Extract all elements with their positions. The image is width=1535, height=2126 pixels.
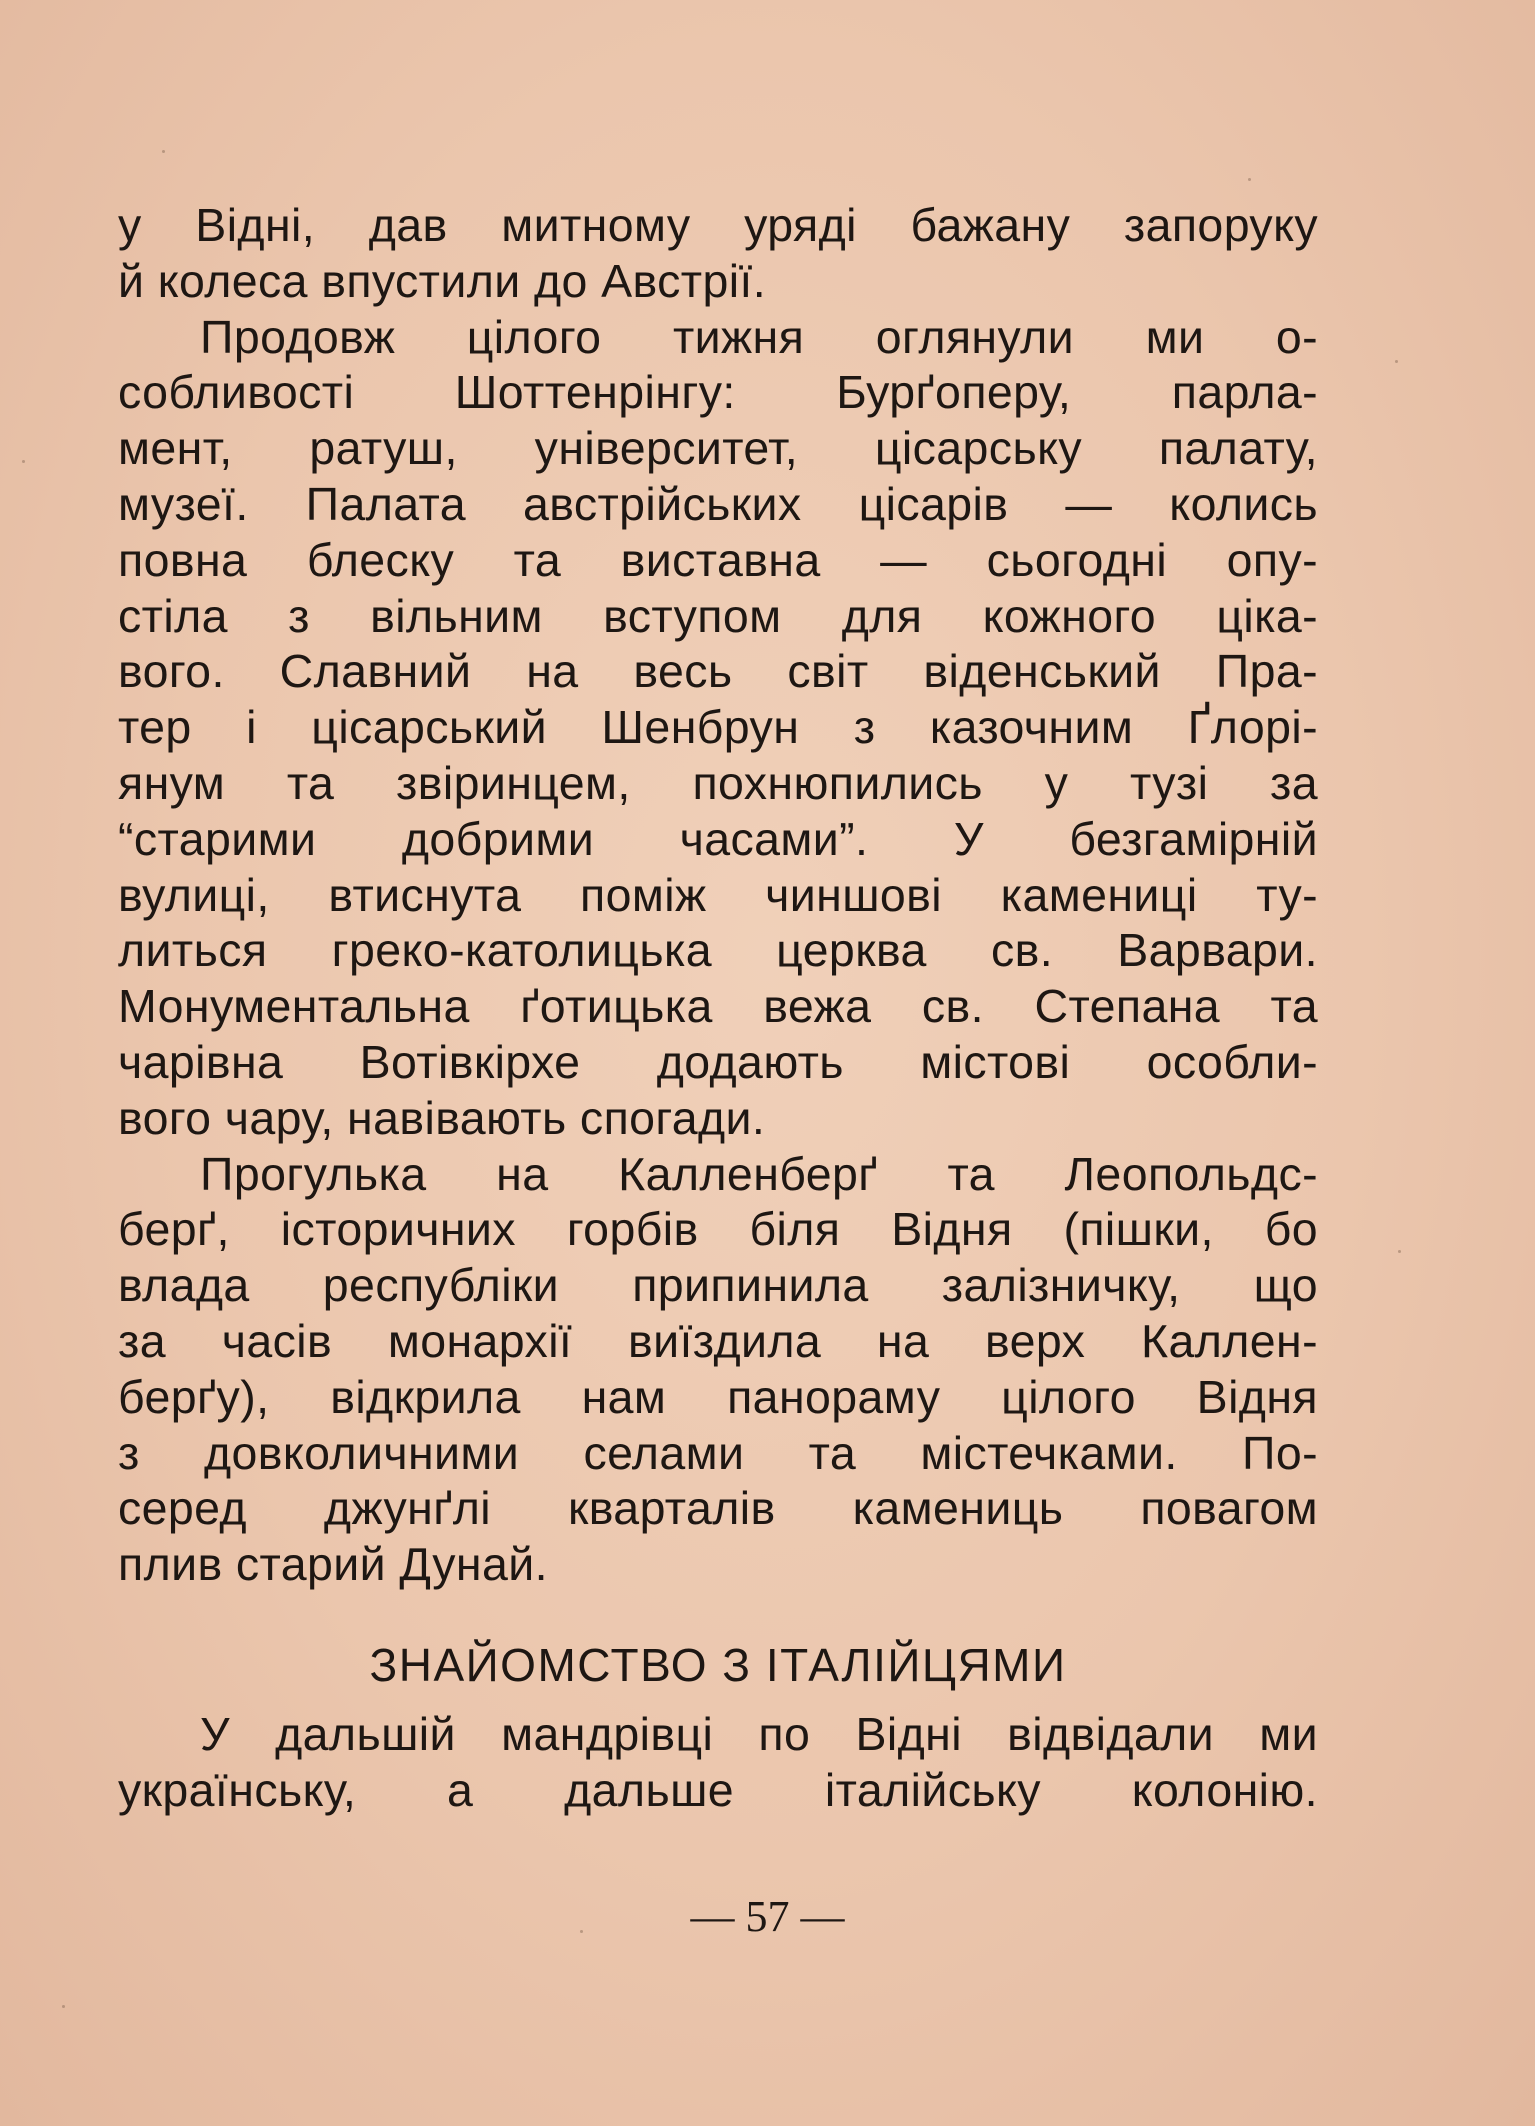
text-line: влада республіки припинила залізничку, що: [118, 1259, 1318, 1312]
text-line: берґу), відкрила нам панораму цілого Відня: [118, 1370, 1318, 1423]
text-line: собливості Шоттенрінгу: Бурґоперу, парла-: [118, 366, 1318, 419]
paper-speck: [62, 2005, 65, 2008]
text-line: плив старий Дунай.: [118, 1538, 548, 1591]
text-line: Продовж цілого тижня оглянули ми о-: [200, 310, 1318, 363]
text-line: тер і цісарський Шенбрун з казочним Ґлорі-: [118, 701, 1318, 754]
section-text: [118, 1707, 1318, 1819]
paper-speck: [162, 150, 165, 153]
body-text: [118, 198, 1318, 1593]
text-line: за часів монархії виїздила на верх Каллен-: [118, 1314, 1318, 1367]
text-line: Прогулька на Калленберґ та Леопольдс-: [200, 1147, 1318, 1200]
text-line: берґ, історичних горбів біля Відня (пішки, бо: [118, 1203, 1318, 1256]
text-line: янум та звіринцем, похнюпились у тузі за: [118, 756, 1318, 809]
text-line: вого чару, навівають спогади.: [118, 1091, 766, 1144]
section-heading: ЗНАЙОМСТВО З ІТАЛІЙЦЯМИ: [369, 1639, 1067, 1691]
text-line: й колеса впустили до Австрії.: [118, 254, 767, 307]
text-line: повна блеску та виставна — сьогодні опу-: [118, 533, 1318, 586]
text-line: музеї. Палата австрійських цісарів — колись: [118, 477, 1318, 530]
text-line: “старими добрими часами”. У безгамірній: [118, 812, 1318, 865]
paper-speck: [22, 460, 25, 463]
text-line: чарівна Вотівкірхе додають містові особли-: [118, 1035, 1318, 1088]
text-line: вулиці, втиснута поміж чиншові камениці ту-: [118, 868, 1318, 921]
paper-speck: [1398, 1250, 1401, 1253]
text-line: У дальшій мандрівці по Відні відвідали ми: [200, 1708, 1318, 1760]
text-line: вого. Славний на весь світ віденський Пра-: [118, 645, 1318, 698]
text-line: мент, ратуш, університет, цісарську палату,: [118, 422, 1318, 475]
text-line: з довколичними селами та містечками. По-: [118, 1426, 1318, 1479]
paper-speck: [1248, 178, 1251, 181]
text-line: у Відні, дав митному уряді бажану запоруку: [118, 199, 1318, 251]
text-line: серед джунґлі кварталів камениць повагом: [118, 1482, 1318, 1535]
paper-speck: [1395, 360, 1398, 363]
text-line: стіла з вільним вступом для кожного ціка-: [118, 589, 1318, 642]
text-line: українську, а дальше італійську колонію.: [118, 1763, 1318, 1816]
text-line: Монументальна ґотицька вежа св. Степана та: [118, 980, 1318, 1033]
text-line: литься греко-католицька церква св. Варвари.: [118, 924, 1318, 977]
page-number: — 57 —: [690, 1892, 845, 1941]
